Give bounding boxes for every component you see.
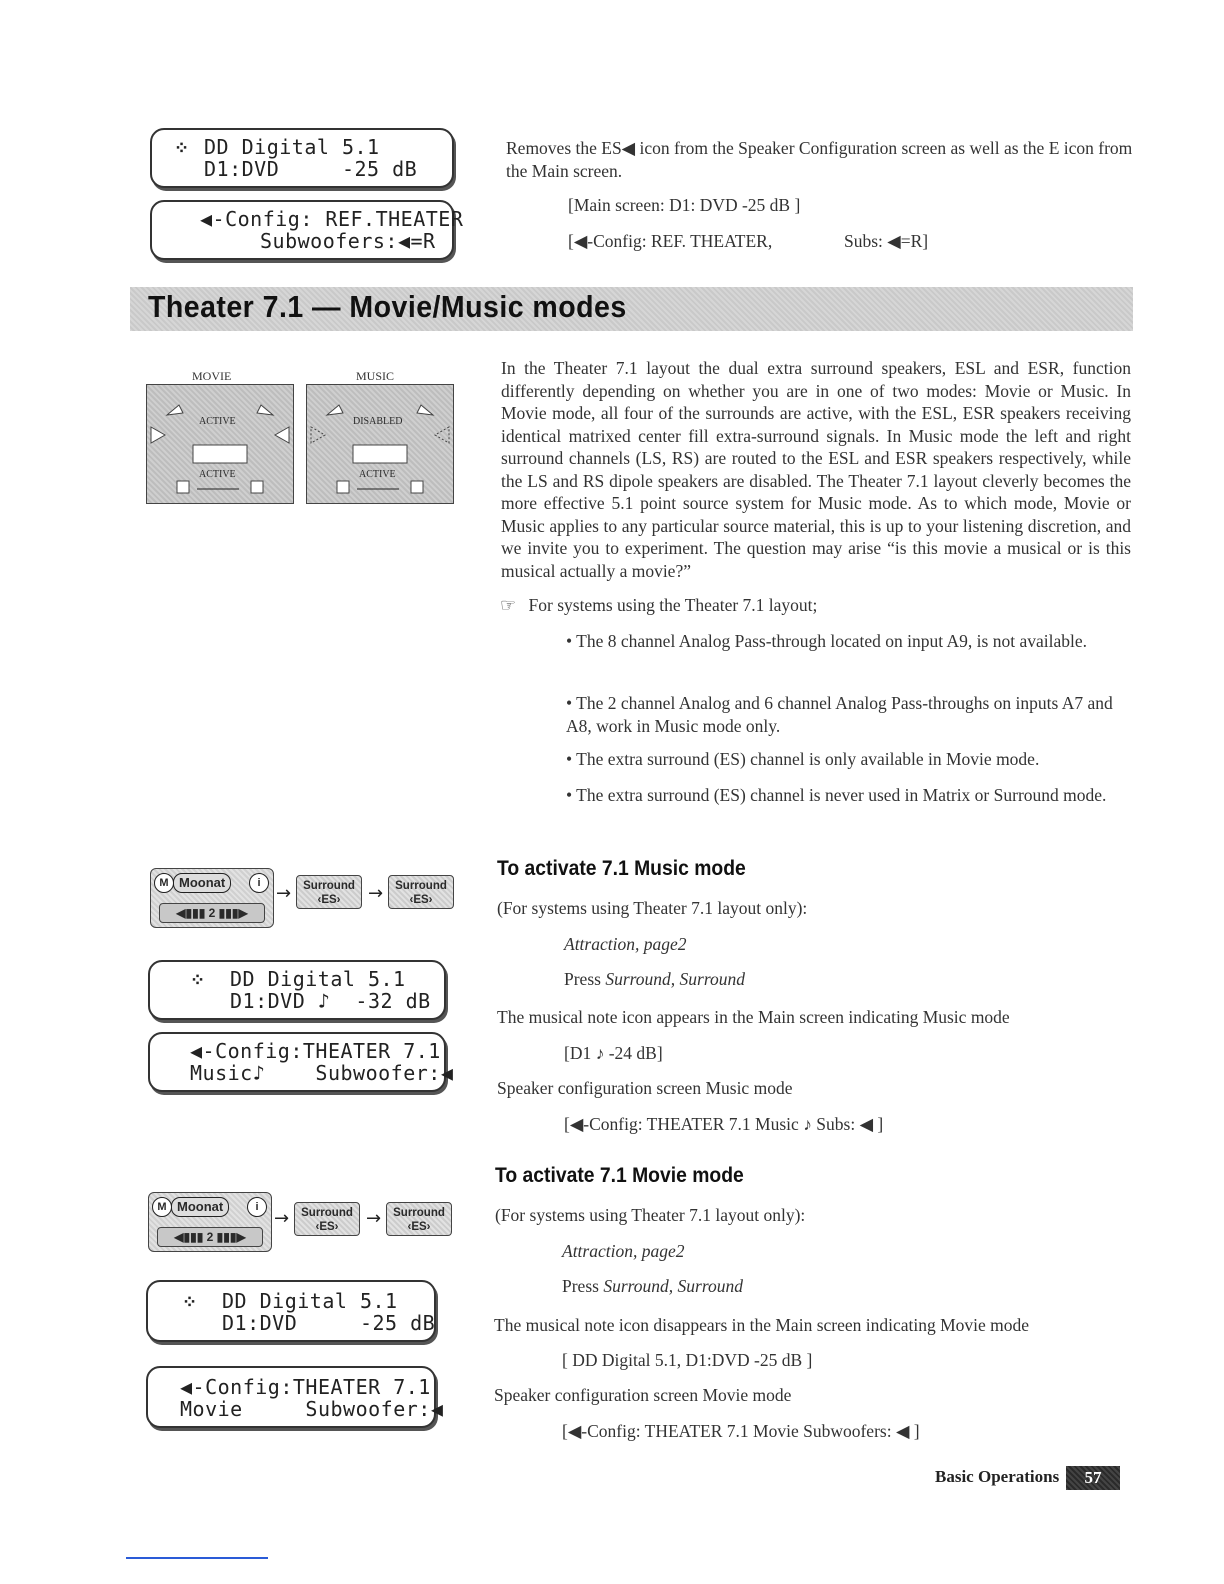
music-top-status: DISABLED [353, 416, 403, 427]
lcd-config-screen-top [150, 200, 464, 260]
music-bottom-status: ACTIVE [359, 469, 396, 480]
movie-speaker-diagram [146, 384, 294, 504]
lcd-config-screen-movie [146, 1366, 444, 1428]
note-text: For systems using the Theater 7.1 layout; [528, 595, 818, 615]
section-banner [130, 287, 1133, 331]
surround-keys: Surround, Surround [603, 1276, 744, 1296]
config-line: [◀-Config: REF. THEATER, [568, 231, 773, 251]
es-label: ‹ES› [409, 894, 433, 906]
m-key-button[interactable]: M [152, 1197, 172, 1217]
movie-scope: (For systems using Theater 7.1 layout only): [495, 1205, 806, 1225]
page-number: 2 [206, 1230, 214, 1244]
arrow-icon: → [366, 1208, 382, 1229]
page-number-badge: 57 [1066, 1466, 1120, 1490]
movie-config-heading: Speaker configuration screen Movie mode [494, 1385, 792, 1405]
music-speaker-layout-icon [307, 385, 453, 503]
movie-top-status: ACTIVE [199, 416, 236, 427]
footer-section-label: Basic Operations [935, 1467, 1060, 1486]
music-mode-heading: To activate 7.1 Music mode [497, 857, 746, 880]
movie-mode-heading: To activate 7.1 Movie mode [495, 1164, 744, 1187]
lcd-line-1: DD Digital 5.1 [222, 1289, 398, 1313]
movie-step-1: Attraction, page2 [562, 1241, 685, 1261]
movie-result: The musical note icon disappears in the Main screen indicating Movie mode [494, 1315, 1030, 1335]
arrow-icon: → [274, 1208, 290, 1229]
movie-config-line: [◀-Config: THEATER 7.1 Movie Subwoofers: ◀ ] [562, 1421, 920, 1441]
lcd-config-screen-music [148, 1032, 454, 1092]
lcd-line-2: Subwoofers:◀=R [260, 229, 436, 253]
lcd-line-1: ◀-Config:THEATER 7.1 [180, 1375, 431, 1399]
bullet-item: • The extra surround (ES) channel is never used in Matrix or Surround mode. [566, 785, 1107, 805]
lcd-line-1: DD Digital 5.1 [230, 967, 406, 991]
surround-button-label: Surround [303, 880, 355, 892]
surround-keys: Surround, Surround [605, 969, 746, 989]
dolby-icon: ⁘ [190, 970, 206, 991]
movie-diagram-label: MOVIE [192, 369, 232, 383]
page-number: 2 [208, 906, 216, 920]
movie-bottom-status: ACTIVE [199, 469, 236, 480]
surround-button[interactable] [388, 875, 454, 909]
lcd-line-2: Movie Subwoofer:◀ [180, 1397, 444, 1421]
music-scope: (For systems using Theater 7.1 layout only): [497, 898, 808, 918]
info-key-button[interactable]: i [247, 1197, 267, 1217]
surround-button-label: Surround [301, 1207, 353, 1219]
movie-speaker-layout-icon [147, 385, 293, 503]
es-label: ‹ES› [315, 1221, 339, 1233]
music-config-heading: Speaker configuration screen Music mode [497, 1078, 793, 1098]
lcd-main-screen-movie [146, 1280, 436, 1342]
surround-button[interactable] [386, 1202, 452, 1236]
page-selector[interactable]: ◀▮▮▮ 2 ▮▮▮▶ [159, 903, 265, 923]
lcd-main-screen-music [148, 960, 446, 1020]
lcd-main-screen-top [150, 128, 454, 188]
main-screen-line: [Main screen: D1: DVD -25 dB ] [568, 195, 801, 215]
press-label: Press [564, 969, 606, 989]
subs-line: Subs: ◀=R] [844, 231, 929, 251]
theater-intro-paragraph: In the Theater 7.1 layout the dual extra surround speakers, ESL and ESR, function differently depending on whether you are in one of two modes: Movie or Music. In Movie mode, all four of the surrounds are active, with the ESL, ESR speakers receiving identical matrixed center fill extra-surround signals. In Music mode the left and right surround channels (LS, RS) are routed to the ESL and ESR speakers respectively, while the LS and RS dipole speakers are disabled. The Theater 7.1 layout cleverly becomes the more effective 5.1 point source system for Music mode. As to which mode, Movie or Music applies to any particular source material, this is up to your listening discretion, and we invite you to experiment. The question may arise “is this movie a musical or is this musical actually a movie?” [501, 358, 1131, 581]
lcd-line-1: ◀-Config: REF.THEATER [200, 207, 464, 231]
dolby-icon: ⁘ [174, 138, 190, 159]
lcd-line-2: D1:DVD ♪ -32 dB [230, 989, 431, 1013]
m-key-button[interactable]: M [154, 873, 174, 893]
press-label: Press [562, 1276, 604, 1296]
es-label: ‹ES› [317, 894, 341, 906]
section-title: Theater 7.1 — Movie/Music modes [148, 289, 627, 324]
movie-step-2 [562, 1275, 743, 1297]
moonat-button[interactable]: Moonat [173, 873, 231, 893]
music-step-1: Attraction, page2 [564, 934, 687, 954]
music-result: The musical note icon appears in the Main screen indicating Music mode [497, 1007, 1010, 1027]
moonat-button[interactable]: Moonat [171, 1197, 229, 1217]
page-selector[interactable]: ◀▮▮▮ 2 ▮▮▮▶ [157, 1227, 263, 1247]
lcd-line-2: Music♪ Subwoofer:◀ [190, 1061, 454, 1085]
arrow-icon: → [276, 883, 292, 904]
surround-button[interactable] [296, 875, 362, 909]
bullet-item: • The extra surround (ES) channel is only available in Movie mode. [566, 749, 1040, 769]
footer-rule [126, 1557, 268, 1559]
music-config-line: [◀-Config: THEATER 7.1 Music ♪ Subs: ◀ ] [564, 1114, 884, 1134]
note-line [500, 594, 817, 617]
bullet-item: • The 8 channel Analog Pass-through located on input A9, is not available. [566, 631, 1087, 651]
music-diagram-label: MUSIC [356, 369, 395, 383]
es-removal-description: Removes the ES◀ icon from the Speaker Configuration screen as well as the E icon from the Main screen. [506, 138, 1133, 181]
dolby-icon: ⁘ [182, 1292, 198, 1313]
music-main-line: [D1 ♪ -24 dB] [564, 1043, 663, 1063]
lcd-line-1: ◀-Config:THEATER 7.1 [190, 1039, 441, 1063]
bullet-item: • The 2 channel Analog and 6 channel Analog Pass-throughs on inputs A7 and A8, work in Music mode only. [566, 693, 1113, 736]
lcd-line-2: D1:DVD -25 dB [204, 157, 418, 181]
remote-keypad-music [150, 868, 274, 928]
lcd-line-1: DD Digital 5.1 [204, 135, 380, 159]
surround-button-label: Surround [395, 880, 447, 892]
arrow-icon: → [368, 883, 384, 904]
surround-button-label: Surround [393, 1207, 445, 1219]
remote-keypad-movie [148, 1192, 272, 1252]
lcd-line-2: D1:DVD -25 dB [222, 1311, 436, 1335]
info-key-button[interactable]: i [249, 873, 269, 893]
es-label: ‹ES› [407, 1221, 431, 1233]
music-step-2 [564, 968, 745, 990]
movie-main-line: [ DD Digital 5.1, D1:DVD -25 dB ] [562, 1350, 813, 1370]
surround-button[interactable] [294, 1202, 360, 1236]
pointing-hand-icon: ☞ [500, 595, 517, 616]
music-speaker-diagram [306, 384, 454, 504]
